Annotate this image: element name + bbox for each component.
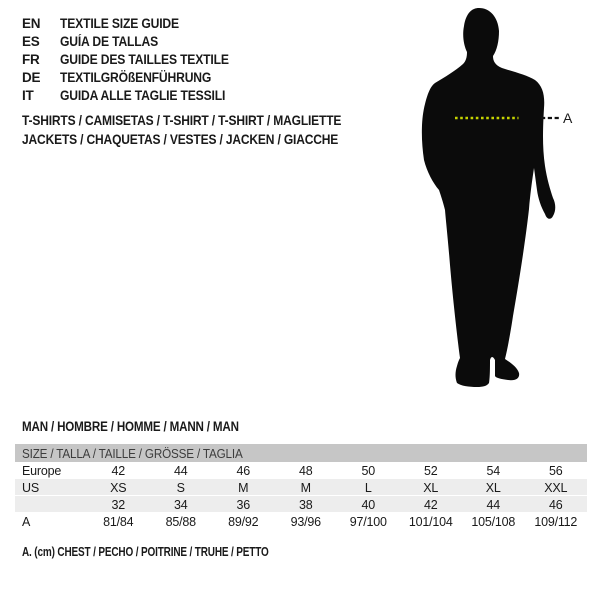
size-table-header: [15, 444, 587, 462]
language-row: [22, 68, 248, 86]
language-code: EN: [22, 15, 41, 31]
size-table-body: [15, 462, 587, 530]
language-code: DE: [22, 69, 41, 85]
size-value-cell: XL: [485, 480, 501, 495]
size-value-cell: 36: [236, 497, 250, 512]
chest-measure-label: A: [563, 110, 573, 126]
size-value-cell: 40: [361, 497, 375, 512]
row-label-cell: US: [22, 480, 39, 495]
size-value-cell: M: [238, 480, 249, 495]
table-row: [15, 513, 587, 530]
size-value-cell: 48: [298, 463, 313, 478]
size-value-cell: 56: [548, 463, 563, 478]
size-table-header-label: SIZE / TALLA / TAILLE / GRÖSSE / TAGLIA: [22, 445, 243, 461]
language-code: ES: [22, 33, 40, 49]
size-value-cell: 93/96: [290, 514, 321, 529]
language-title: GUÍA DE TALLAS: [60, 33, 159, 49]
language-list: [22, 14, 248, 104]
size-value-cell: L: [364, 480, 372, 495]
size-value-cell: 46: [236, 463, 250, 478]
man-silhouette-figure: [395, 0, 600, 400]
language-title: GUIDA ALLE TAGLIE TESSILI: [60, 87, 226, 103]
language-title: TEXTILGRÖßENFÜHRUNG: [60, 69, 212, 85]
table-row: [15, 496, 587, 513]
language-row: [22, 32, 248, 50]
size-value-cell: 44: [486, 497, 500, 512]
size-value-cell: 89/92: [228, 514, 259, 529]
size-value-cell: 44: [173, 463, 188, 478]
size-value-cell: 81/84: [103, 514, 134, 529]
section-title-man: MAN / HOMBRE / HOMME / MANN / MAN: [22, 418, 239, 434]
size-value-cell: 34: [173, 497, 188, 512]
size-value-cell: 105/108: [471, 514, 516, 529]
category-lines: [22, 110, 393, 148]
size-value-cell: 52: [423, 463, 438, 478]
language-title: TEXTILE SIZE GUIDE: [60, 15, 179, 31]
size-value-cell: XXL: [544, 480, 568, 495]
size-value-cell: 109/112: [534, 514, 578, 529]
language-row: [22, 86, 248, 104]
size-table: [15, 444, 587, 530]
size-value-cell: 101/104: [408, 514, 453, 529]
size-value-cell: 42: [111, 463, 125, 478]
language-row: [22, 14, 248, 32]
size-value-cell: 42: [423, 497, 438, 512]
size-value-cell: 50: [361, 463, 375, 478]
language-code: FR: [22, 51, 40, 67]
size-value-cell: XL: [423, 480, 439, 495]
size-value-cell: 54: [486, 463, 500, 478]
category-line-jackets: JACKETS / CHAQUETAS / VESTES / JACKEN / GIACCHE: [22, 130, 339, 147]
row-label-cell: Europe: [22, 463, 62, 478]
language-row: [22, 50, 248, 68]
size-value-cell: 38: [298, 497, 313, 512]
language-code: IT: [22, 87, 34, 103]
language-title: GUIDE DES TAILLES TEXTILE: [60, 51, 229, 67]
row-label-cell: A: [22, 514, 31, 529]
chest-footnote: A. (cm) CHEST / PECHO / POITRINE / TRUHE / PETTO: [22, 544, 269, 559]
size-value-cell: 46: [548, 497, 563, 512]
size-value-cell: 85/88: [165, 514, 196, 529]
size-value-cell: 32: [111, 497, 125, 512]
category-line-tshirts: T-SHIRTS / CAMISETAS / T-SHIRT / T-SHIRT / MAGLIETTE: [22, 111, 342, 128]
size-value-cell: M: [300, 480, 311, 495]
size-value-cell: 97/100: [349, 514, 387, 529]
man-silhouette: [422, 8, 555, 387]
table-row: [15, 479, 587, 496]
size-value-cell: S: [176, 480, 185, 495]
size-value-cell: XS: [110, 480, 127, 495]
table-row: [15, 462, 587, 479]
